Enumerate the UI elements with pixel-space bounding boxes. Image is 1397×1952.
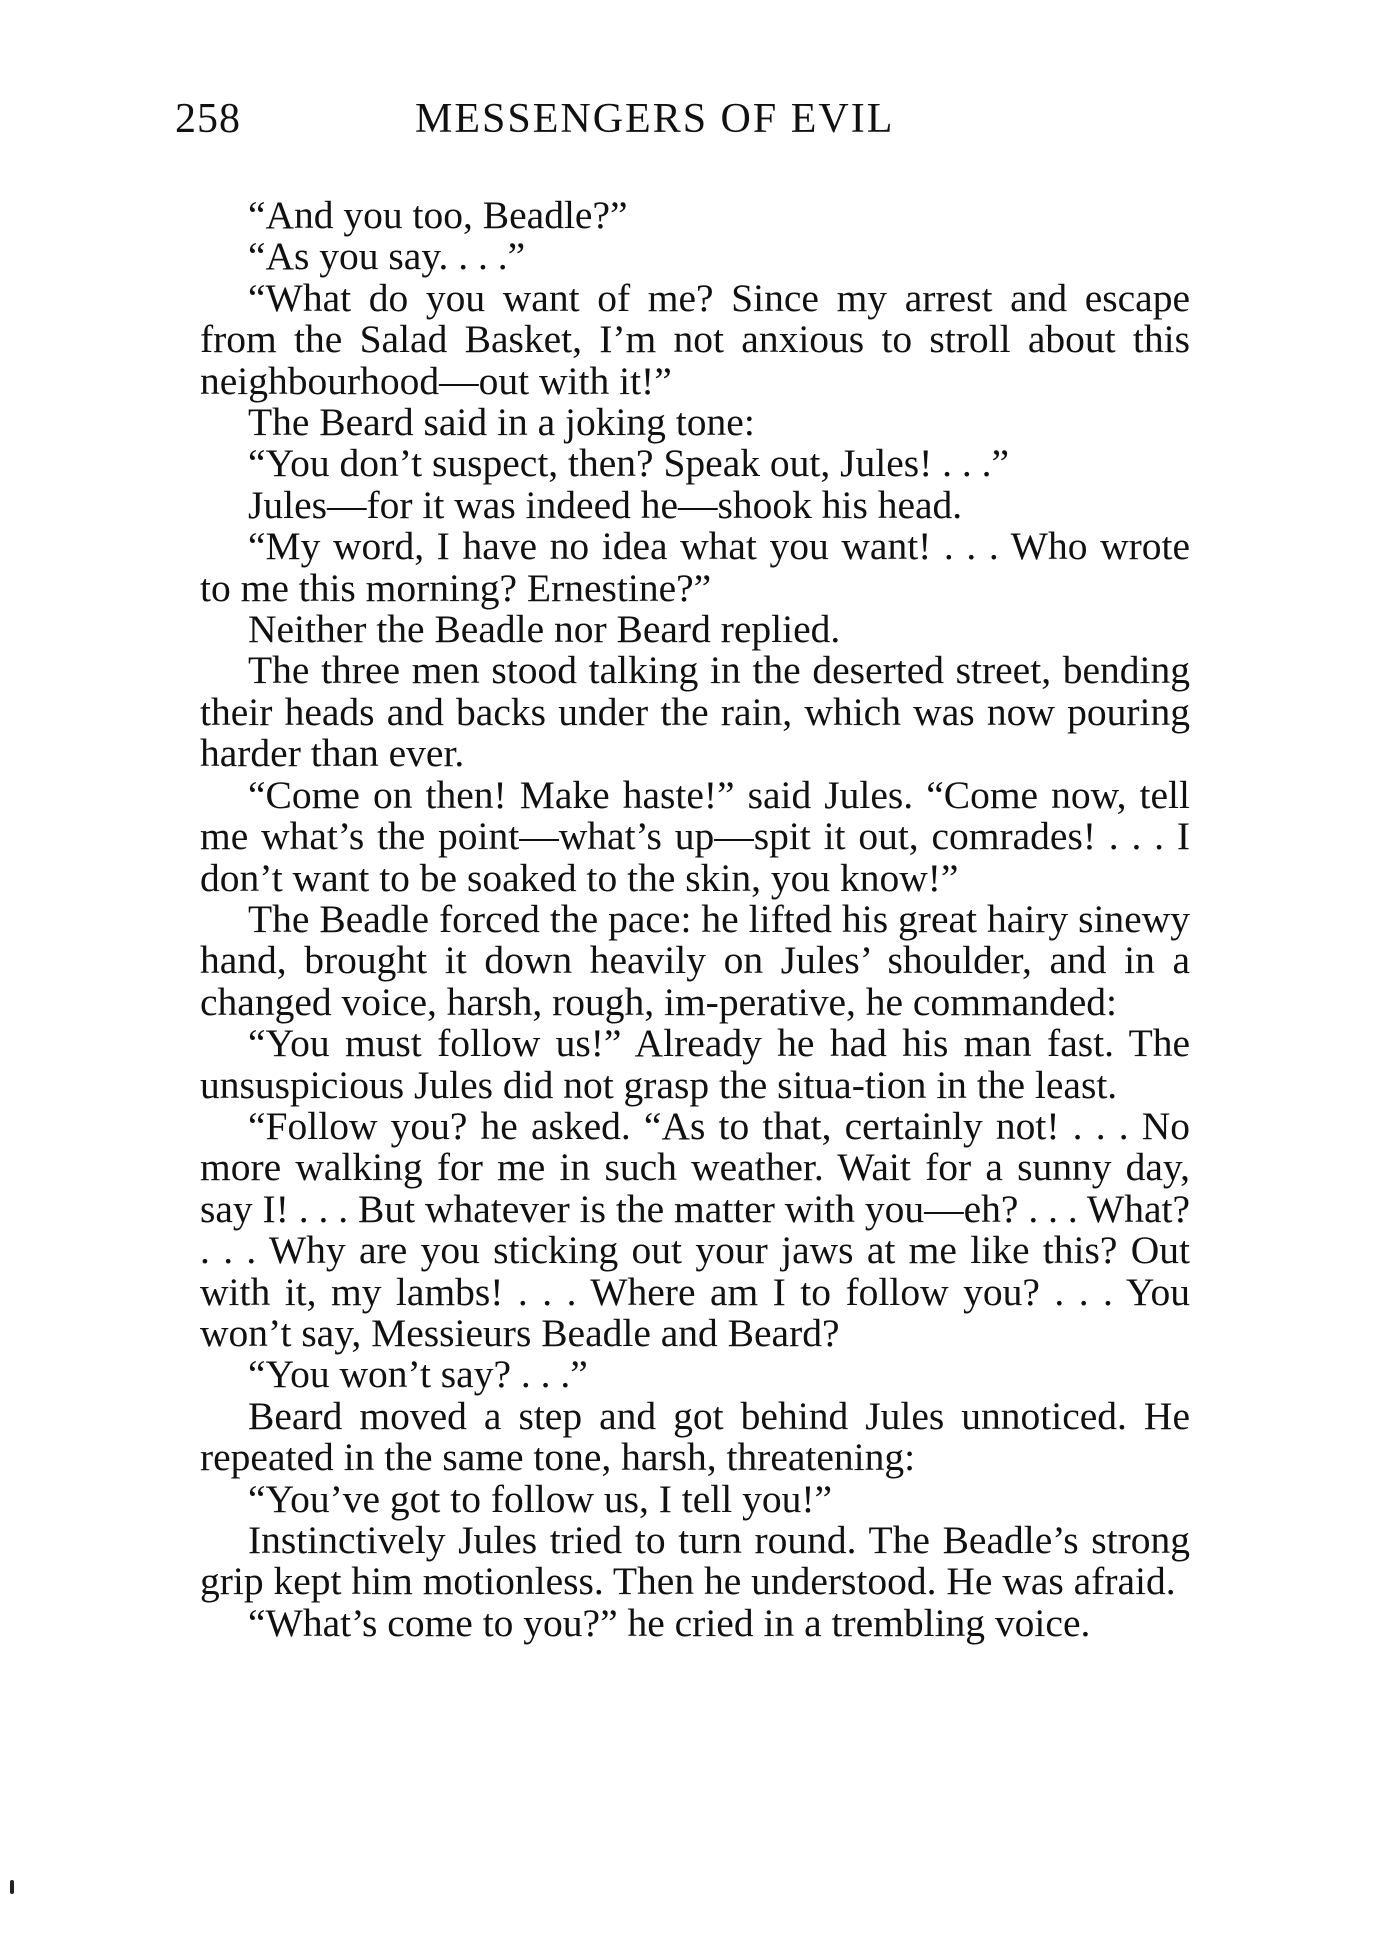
paragraph: “You won’t say? . . .” bbox=[248, 1352, 588, 1397]
page-number: 258 bbox=[175, 96, 241, 142]
paragraph: Beard moved a step and got behind Jules unnoticed. He repeated in the same tone, harsh, threatening: bbox=[200, 1393, 1190, 1480]
paragraph: Instinctively Jules tried to turn round. The Beadle’s strong grip kept him motionless. Then he understood. He was afraid. bbox=[200, 1518, 1190, 1604]
running-head bbox=[175, 95, 1225, 155]
print-speck bbox=[10, 1880, 14, 1894]
paragraph: The three men stood talking in the deserted street, bending their heads and backs under the rain, which was now pouring harder than ever. bbox=[200, 648, 1190, 776]
paragraph: The Beadle forced the pace: he lifted his great hairy sinewy hand, brought it down heavily on Jules’ shoulder, and in a changed voice, harsh, rough, im-perative, he commanded: bbox=[200, 896, 1190, 1024]
paragraph: Jules—for it was indeed he—shook his head. bbox=[248, 482, 963, 527]
paragraph: The Beard said in a joking tone: bbox=[248, 400, 755, 445]
paragraph: “As you say. . . .” bbox=[248, 234, 526, 279]
paragraph: Neither the Beadle nor Beard replied. bbox=[248, 607, 841, 652]
paragraph: “You must follow us!” Already he had his man fast. The unsuspicious Jules did not grasp the situa-tion in the least. bbox=[200, 1021, 1190, 1107]
paragraph: “And you too, Beadle?” bbox=[248, 193, 628, 237]
body-text bbox=[200, 195, 1190, 1644]
paragraph: “You don’t suspect, then? Speak out, Jules! . . .” bbox=[248, 441, 1010, 486]
running-title: MESSENGERS OF EVIL bbox=[415, 96, 895, 142]
paragraph: “What’s come to you?” he cried in a trembling voice. bbox=[248, 1600, 1091, 1645]
paragraph: “My word, I have no idea what you want! . . . Who wrote to me this morning? Ernestine?” bbox=[200, 524, 1190, 610]
paragraph: “Come on then! Make haste!” said Jules. “Come now, tell me what’s the point—what’s up—spit it out, comrades! . . . I don’t want to be soaked to the skin, you know!” bbox=[200, 772, 1190, 900]
paragraph: “You’ve got to follow us, I tell you!” bbox=[248, 1476, 833, 1521]
paragraph: “What do you want of me? Since my arrest and escape from the Salad Basket, I’m not anxious to stroll about this neighbourhood—out with it!” bbox=[200, 275, 1190, 403]
paragraph: “Follow you? he asked. “As to that, certainly not! . . . No more walking for me in such weather. Wait for a sunny day, say I! . . . But whatever is the matter with you—eh? . . . What? . . . Why are you sticking out your jaws at me like this? Out with it, my lambs! . . . Where am I to follow you? . . . You won’t say, Messieurs Beadle and Beard? bbox=[200, 1103, 1190, 1355]
